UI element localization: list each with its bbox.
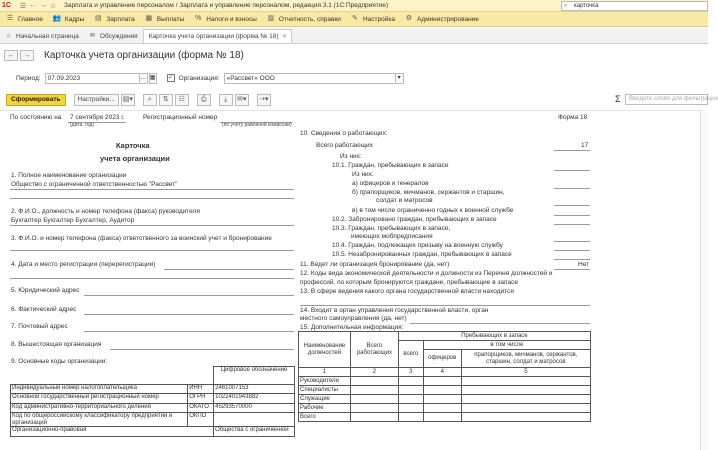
table-row [299,413,591,422]
menu-icon[interactable]: ☰ [19,2,27,10]
r10-3-label-2: имеющих мобпредписания [351,233,433,240]
more-icon[interactable]: ⇢▾ [257,94,271,106]
global-search-input[interactable] [561,1,708,11]
r10-of: Из них: [340,153,362,160]
menu-item-5[interactable] [267,15,341,23]
chat-icon: ✉ [89,32,95,39]
table-row [299,386,591,395]
field-3-label: 3. Ф.И.О. и номер телефона (факса) ответственного за воинский учет и бронирование [11,235,272,242]
report-toolbar [0,92,718,107]
back-button[interactable]: ← [4,50,18,61]
code-name: Код по общероссийскому классификатору предприятий и организаций [11,413,188,427]
r10-2-label: 10.2. Забронировано граждан, пребывающих в запасе [332,216,497,223]
table-row [299,395,591,404]
col-number: 2 [350,368,398,377]
main-menu [0,12,708,27]
wrench-icon: ✎ [352,15,358,22]
menu-item-4[interactable] [194,15,257,23]
code-value: 2461007153 [214,385,295,394]
title-bar [0,0,708,12]
r15-label: 15. Дополнительная информация: [300,324,404,331]
gear-icon: ⚙ [405,15,413,22]
menu-item-label: Кадры [64,15,85,23]
col-number: 3 [398,368,423,377]
code-name: Основной государственный регистрационный номер [11,394,188,403]
send-icon[interactable]: ✉▾ [235,94,249,106]
app-logo: 1С [2,2,11,9]
back-icon[interactable]: ← [29,2,37,9]
r10-label: 10. Сведения о работающих: [300,130,388,137]
r10-1a-label: а) офицеров и генералов [352,180,429,187]
code-abbr: ИНН [188,385,214,394]
code-abbr: ОКПО [188,413,214,427]
form-number: Форма 18 [558,114,588,121]
close-icon[interactable]: × [282,33,287,40]
list-icon: ☰ [6,15,14,22]
field-4-label: 4. Дата и место регистрации (перерегистрации) [11,261,156,268]
people-icon: 👥 [52,15,62,22]
reg-number-label: Регистрационный номер [143,114,218,121]
generate-button[interactable]: Сформировать [6,94,66,106]
tab-label: Карточка учета организации (форма № 18) [148,33,279,40]
form-header [0,44,708,66]
row-label: Всего [299,413,351,422]
table-row [299,404,591,413]
col-number: 5 [461,368,590,377]
menu-item-3[interactable] [145,15,184,23]
code-abbr: ОКАТО [188,403,214,412]
tab-home[interactable] [0,29,84,43]
group-icon[interactable]: ☷ [175,94,189,106]
card-title-2: учета организации [100,154,170,163]
r11-label: 11. Ведет ли организация бронирование (да, нет) [300,261,450,268]
field-7-label: 7. Почтовый адрес [11,323,68,330]
report-icon: ▥ [267,15,275,22]
star-icon[interactable]: ☆ [49,2,57,10]
col-ensigns: прапорщиков, мичманов, сержантов, старшин, солдат и матросов [461,350,590,368]
code-value: 45293570000 [214,403,295,412]
code-abbr: ОГРН [188,394,214,403]
code-name: Код административно-территориального деления [11,403,188,412]
card-title-1: Карточка [116,141,150,150]
payments-icon: ▦ [145,15,153,22]
menu-item-label: Администрирование [416,15,479,23]
field-8-label: 8. Вышестоящая организация [11,341,102,348]
field-5-label: 5. Юридический адрес [11,287,80,294]
menu-item-6[interactable] [351,15,395,23]
tab-report[interactable] [143,29,293,43]
search-value: карточка [574,3,599,9]
window-title: Зарплата и управление персоналом / Зарплата и управление персоналом, редакция 3.1 (1С:Предприятие) [64,2,389,9]
filter-input[interactable]: Введите слово для фильтрации [625,94,708,105]
organization-label: Организация: [178,74,220,82]
col-total-workers: Всего работающих [350,332,398,368]
row-label: Специалисты [299,386,351,395]
r10-4-label: 10.4. Граждан, подлежащих призыву на военную службу [332,242,503,249]
r13-label: 13. В сфере ведения какого органа государственной власти находится [300,288,514,295]
menu-item-label: Главное [18,15,43,23]
code-value [214,413,295,427]
menu-item-7[interactable] [405,15,479,23]
menu-item-0[interactable] [6,15,43,23]
as-of-date: 7 сентября 2023 г. [70,114,125,121]
period-field[interactable]: 07.09.2023 [45,73,140,84]
form-title: Карточка учета организации (форма № 18) [44,49,244,61]
r10-total-label: Всего работающих [316,142,373,149]
organization-checkbox[interactable]: ✓ [168,75,174,81]
r12-label-2: профессий, по которым бронируются граждане, пребывающие в запасе [300,279,519,286]
menu-item-2[interactable] [94,15,134,23]
col-incl: в том числе [423,341,590,350]
r10-5-label: 10.5. Незабронированных граждан, пребывающих в запасе [332,251,512,258]
calendar-icon[interactable]: ▦ [149,73,157,84]
date-caption: (дата, год) [70,122,95,128]
report-sheet [0,110,708,450]
row-label: Руководители [299,377,351,386]
r11-value: Нет [578,261,590,268]
row-label: Служащие [299,395,351,404]
code-name: Индивидуальный номер налогоплательщика [11,385,188,394]
col-officers: офицеров [423,350,461,368]
table-row [299,377,591,386]
field-2-label: 2. Ф.И.О., должность и номер телефона (факса) руководителя [11,208,200,215]
chevron-down-icon[interactable]: ▾ [396,73,404,84]
menu-item-label: Выплаты [156,15,185,23]
code-value: 1022401943882 [214,394,295,403]
additional-info-table [298,331,591,422]
col-total: всего [398,341,423,368]
open-tabs [0,28,708,44]
document-icon: ▤ [95,15,102,22]
sum-icon[interactable]: Σ [615,94,621,104]
r12-label: 12. Коды вида экономической деятельности и должности из Перечня должностей и [300,270,553,277]
field-1-value: Общество с ограниченной ответственностью "Рассвет" [11,181,178,188]
forward-icon[interactable]: → [39,2,47,9]
menu-item-label: Настройка [362,15,395,23]
forward-button[interactable]: → [20,50,34,61]
settings-button[interactable]: Настройки... [74,94,119,106]
menu-item-label: Отчетность, справки [278,15,341,23]
r10-1b-label-2: солдат и матросов [376,197,433,204]
col-number: 1 [299,368,351,377]
period-label: Период: [16,74,41,82]
code-name: Организационно-правовая [11,427,188,436]
field-1-label: 1. Полное наименование организации [11,172,127,179]
menu-item-label: Зарплата [106,15,135,23]
col-reserve: Пребывающих в запасе [398,332,590,341]
field-9-label: 9. Основные коды организации: [11,358,108,365]
menu-item-1[interactable] [53,15,84,23]
r10-1-of: Из них: [352,171,374,178]
save-icon[interactable]: ⤓ [219,94,233,106]
period-select-button[interactable]: … [140,73,148,84]
percent-icon: % [195,15,202,22]
col-positions: Наименование должностей [299,332,351,368]
home-icon: ⌂ [6,32,11,39]
organization-field[interactable]: «Рассвет» ООО [224,73,396,84]
collapse-icon[interactable]: ⇅ [159,94,173,106]
code-value: Общества с ограниченной [214,427,295,436]
r10-1-label: 10.1. Граждан, пребывающих в запасе [332,162,449,169]
codes-table [10,366,295,437]
report-params [0,70,708,86]
menu-item-label: Налоги и взносы [206,15,257,23]
r10-total-value: 17 [581,142,589,149]
row-label: Рабочие [299,404,351,413]
tab-label: Начальная страница [16,32,79,40]
r10-1b-label: б) прапорщиков, мичманов, сержантов и старшин, [352,189,505,196]
tab-label: Обсуждения [99,32,138,40]
find-icon[interactable]: ⌕ [143,94,157,106]
r14-label-2: местного самоуправления (да, нет) [300,315,407,322]
tab-discussions[interactable] [84,29,143,43]
vertical-scrollbar[interactable] [700,110,708,450]
search-icon: ⌕ [564,3,568,9]
codes-header: Цифровое обозначение [214,367,295,385]
r10-3-label: 10.3. Граждан, пребывающих в запасе, [332,225,451,232]
col-number: 4 [423,368,461,377]
field-2-value: Бухгалтер Бухгалтер Бухгалтер, Аудитор [11,217,135,224]
print-icon[interactable]: ⎙ [197,94,211,106]
as-of-label: По состоянию на [10,114,62,121]
field-6-label: 6. Фактический адрес [11,306,77,313]
variant-icon[interactable]: ▤▾ [121,94,135,106]
r10-1c-label: в) в том числе ограниченно годных к военной службе [352,207,514,214]
r14-label: 14. Входит в орган управления государственной власти, орган [300,307,489,314]
reg-caption: (по учету районной комиссии) [222,122,292,128]
